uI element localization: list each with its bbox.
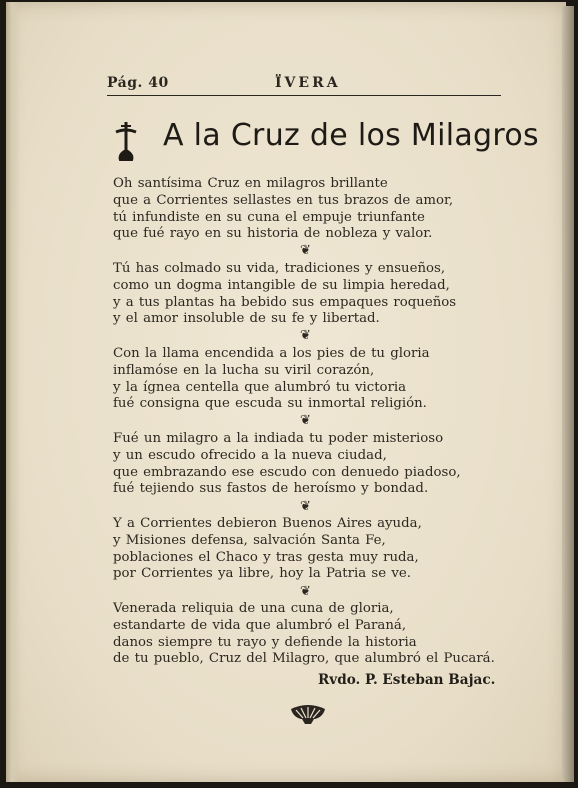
poem-line: fué consigna que escuda su inmortal religión.	[113, 396, 427, 412]
cross-icon	[112, 120, 140, 162]
page-stack-edge	[562, 6, 574, 782]
stanza-6	[113, 601, 493, 668]
page-gutter-shadow	[6, 2, 20, 782]
poem-line: que embrazando ese escudo con denuedo piadoso,	[113, 464, 461, 480]
stanza-ornament: ❦	[300, 499, 311, 514]
poem-line: danos siempre tu rayo y defiende la historia	[113, 634, 417, 650]
poem-line: Fué un milagro a la indiada tu poder misterioso	[113, 431, 444, 446]
poem-title: A la Cruz de los Milagros	[163, 118, 539, 153]
page-number: Pág. 40	[107, 75, 169, 91]
stanza-ornament: ❦	[300, 243, 311, 258]
stanza-1	[113, 176, 493, 243]
poem-line: por Corrientes ya libre, hoy la Patria se ve.	[113, 566, 411, 582]
book-page	[6, 2, 566, 782]
author-signature: Rvdo. P. Esteban Bajac.	[318, 672, 496, 688]
stanza-5	[113, 516, 493, 583]
poem-line: que a Corrientes sellastes en tus brazos de amor,	[113, 192, 454, 208]
poem-line: y un escudo ofrecido a la nueva ciudad,	[113, 447, 387, 463]
stanza-ornament: ❦	[300, 584, 311, 599]
stanza-2	[113, 261, 493, 328]
poem-line: que fué rayo en su historia de nobleza y valor.	[113, 226, 433, 242]
poem-line: y Misiones defensa, salvación Santa Fe,	[113, 532, 386, 548]
poem-line: tú infundiste en su cuna el empuje triunfante	[113, 209, 425, 225]
poem-line: como un dogma intangible de su limpia heredad,	[113, 277, 450, 293]
poem-line: y el amor insoluble de su fe y libertad.	[113, 311, 380, 327]
shell-icon	[289, 703, 327, 725]
poem-line: Venerada reliquia de una cuna de gloria,	[113, 601, 394, 616]
header-divider	[107, 95, 501, 96]
stanza-ornament: ❦	[300, 328, 311, 343]
poem-line: Con la llama encendida a los pies de tu gloria	[113, 346, 430, 361]
running-header	[107, 75, 499, 95]
stanza-ornament: ❦	[300, 413, 311, 428]
poem-line: Oh santísima Cruz en milagros brillante	[113, 176, 388, 191]
poem-line: y la ígnea centella que alumbró tu victoria	[113, 379, 407, 395]
poem-line: Tú has colmado su vida, tradiciones y ensueños,	[113, 261, 446, 276]
magazine-name: ÏVERA	[275, 75, 341, 91]
poem-line: estandarte de vida que alumbró el Paraná,	[113, 617, 407, 633]
stanza-3	[113, 346, 493, 413]
poem-line: y a tus plantas ha bebido sus empaques roqueños	[113, 294, 457, 310]
poem-line: inflamóse en la lucha su viril corazón,	[113, 362, 375, 378]
poem-line: fué tejiendo sus fastos de heroísmo y bondad.	[113, 481, 429, 497]
poem-line: Y a Corrientes debieron Buenos Aires ayuda,	[113, 516, 422, 531]
stanza-4	[113, 431, 493, 498]
poem-line: de tu pueblo, Cruz del Milagro, que alumbró el Pucará.	[113, 651, 495, 667]
poem-line: poblaciones el Chaco y tras gesta muy ruda,	[113, 549, 419, 565]
